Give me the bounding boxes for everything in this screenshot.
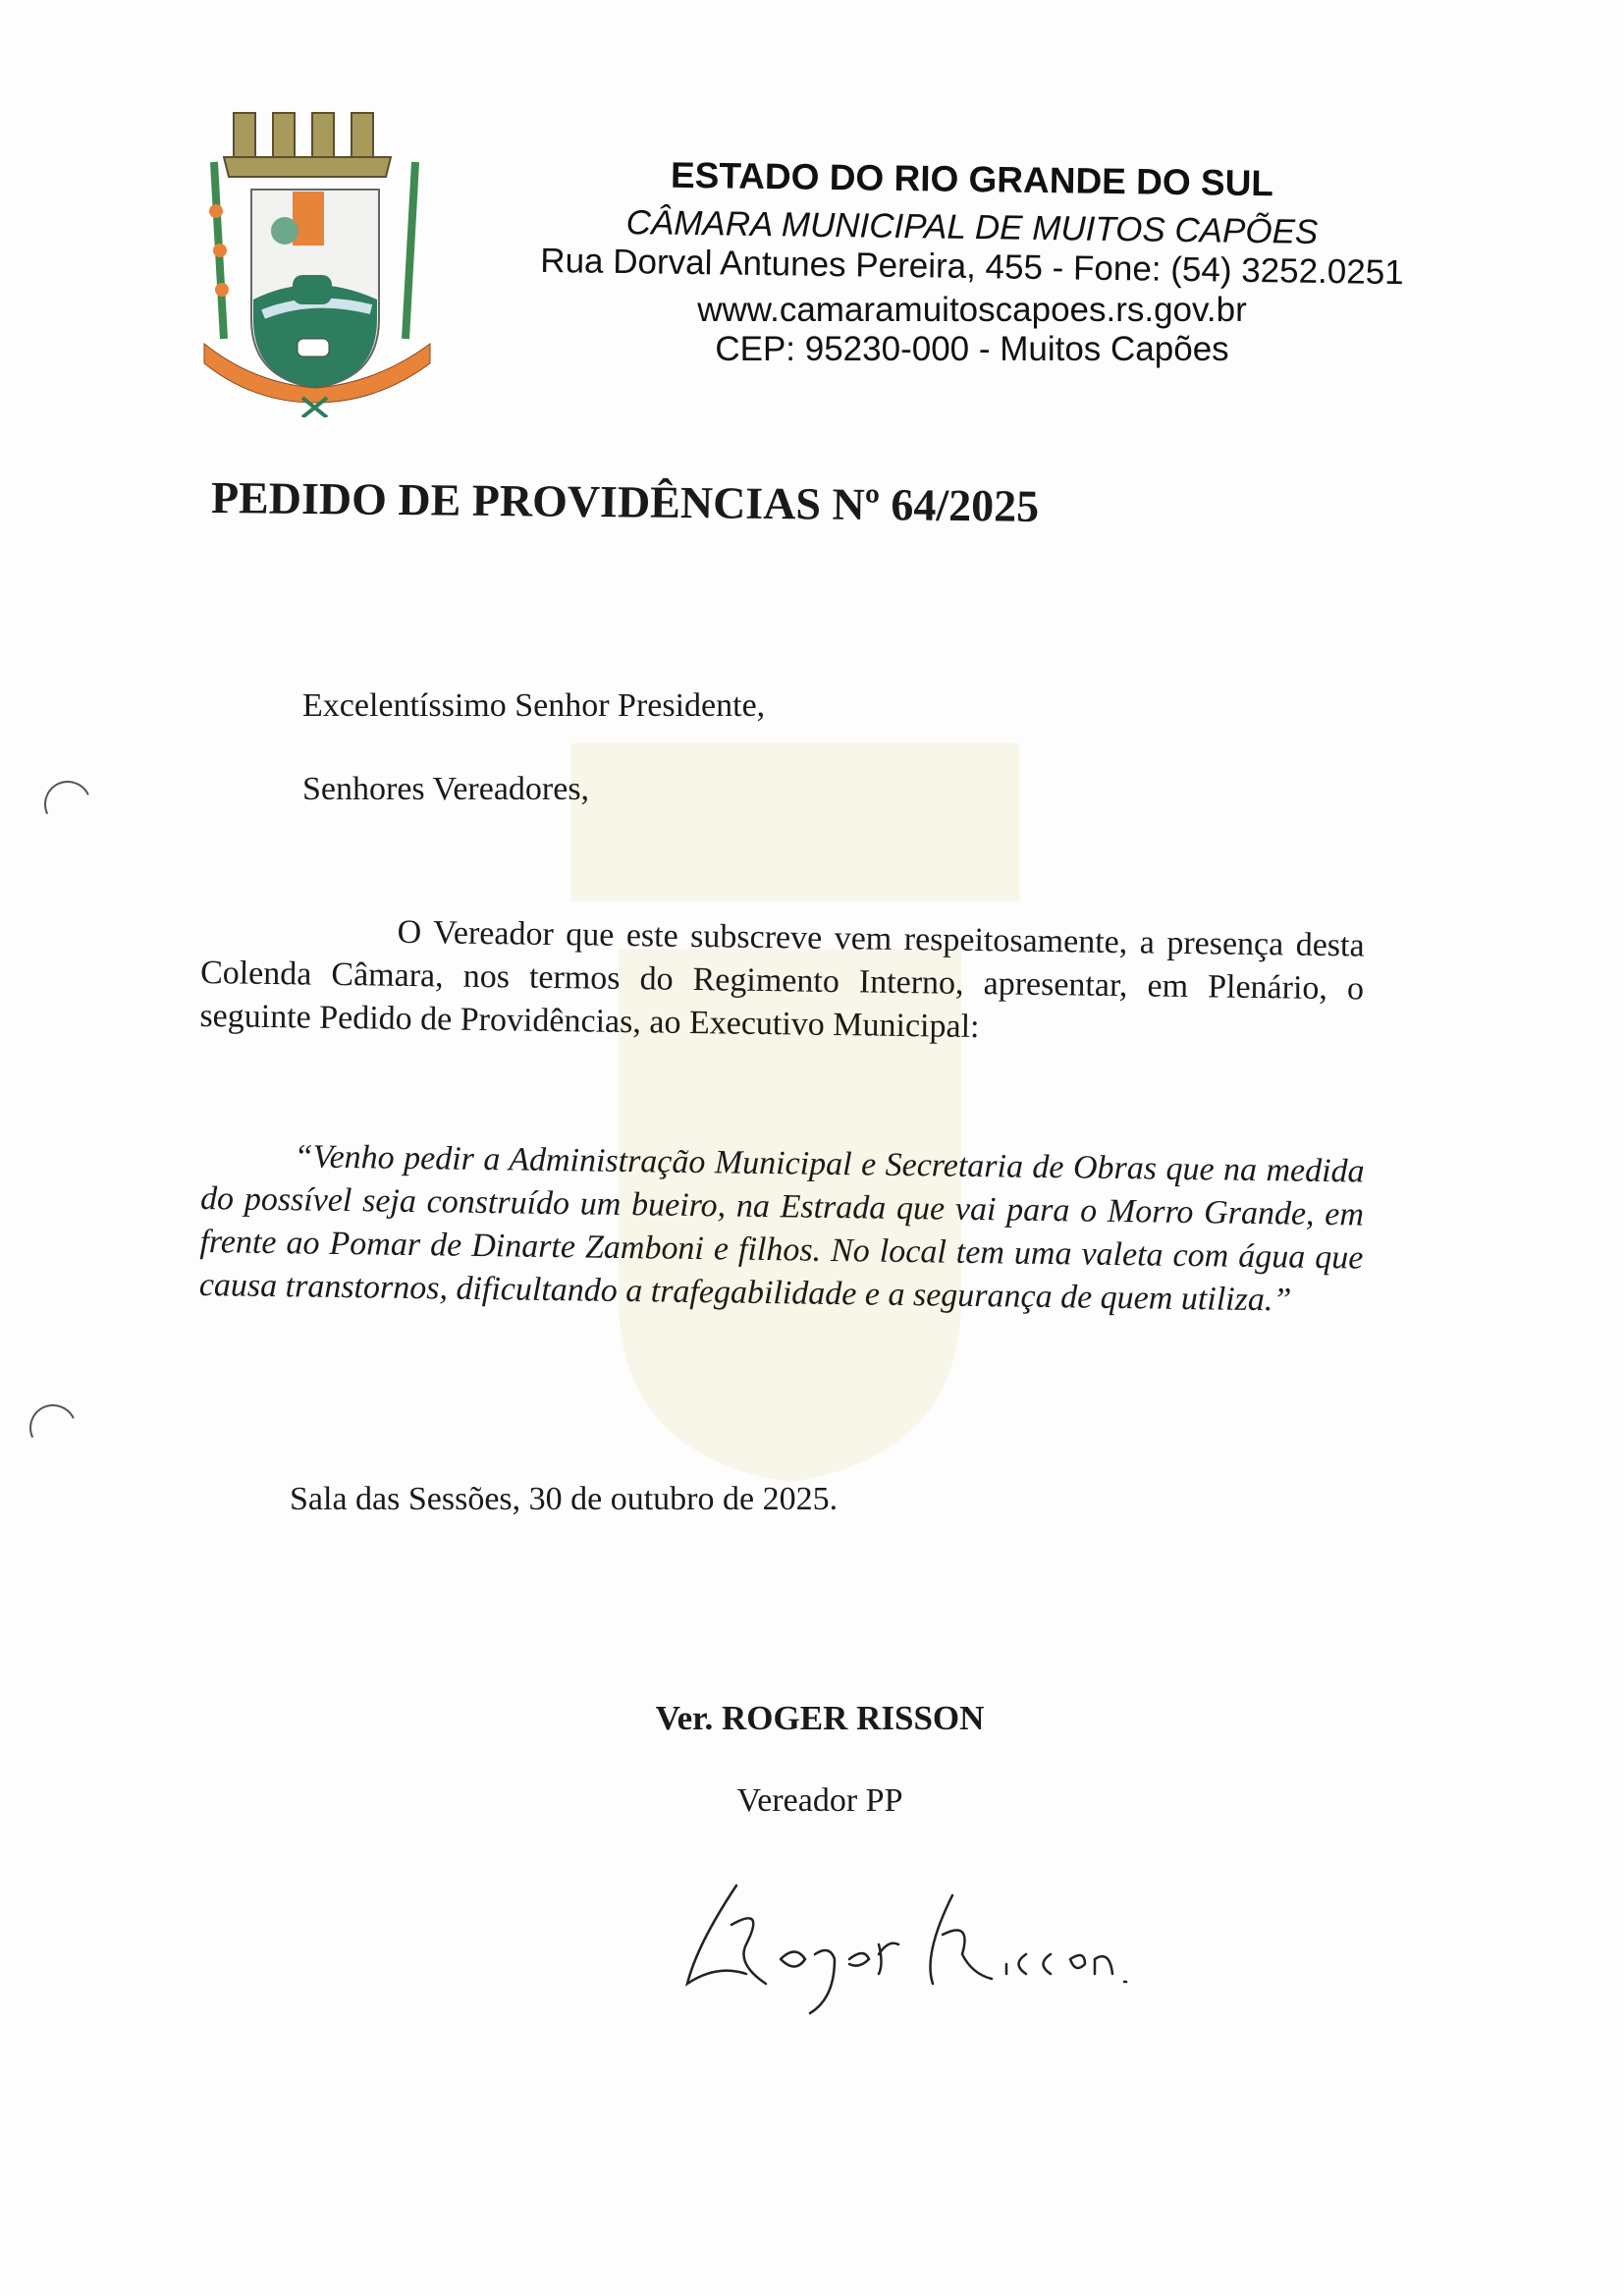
salutation-councilors: Senhores Vereadores,: [302, 771, 590, 807]
header-cep: CEP: 95230-000 - Muitos Capões: [715, 330, 1229, 368]
handwritten-signature: [677, 1866, 1129, 2023]
punch-hole: [37, 774, 98, 835]
request-quote: “Venho pedir a Administração Municipal e Secretaria de Obras que na medida do possível seja construído um bueiro, na Estrada que vai para o Morro Grande, em frente ao Pomar de Dinarte Zamboni e filhos. No local tem uma valeta com água que causa transtornos, dificultando a trafegabilidade e a segurança de quem utiliza.”: [198, 1138, 1365, 1319]
header-state: ESTADO DO RIO GRANDE DO SUL: [670, 154, 1274, 204]
header-chamber: CÂMARA MUNICIPAL DE MUITOS CAPÕES: [625, 203, 1319, 251]
place-date: Sala das Sessões, 30 de outubro de 2025.: [290, 1481, 839, 1517]
document-title: PEDIDO DE PROVIDÊNCIAS Nº 64/2025: [210, 472, 1040, 531]
municipal-coat-of-arms-logo: [194, 103, 440, 417]
signer-name: Ver. ROGER RISSON: [655, 1699, 985, 1737]
header-website: www.camaramuitoscapoes.rs.gov.br: [697, 291, 1247, 329]
punch-hole: [23, 1397, 83, 1458]
intro-paragraph: O Vereador que este subscreve vem respeitosamente, a presença desta Colenda Câmara, nos termos do Regimento Interno, apresentar, em Plenário, o seguinte Pedido de Providências, ao Executivo Municipal:: [199, 913, 1365, 1046]
signer-role: Vereador PP: [736, 1782, 903, 1819]
salutation-president: Excelentíssimo Senhor Presidente,: [302, 687, 766, 724]
header-address: Rua Dorval Antunes Pereira, 455 - Fone: (54) 3252.0251: [540, 241, 1404, 293]
